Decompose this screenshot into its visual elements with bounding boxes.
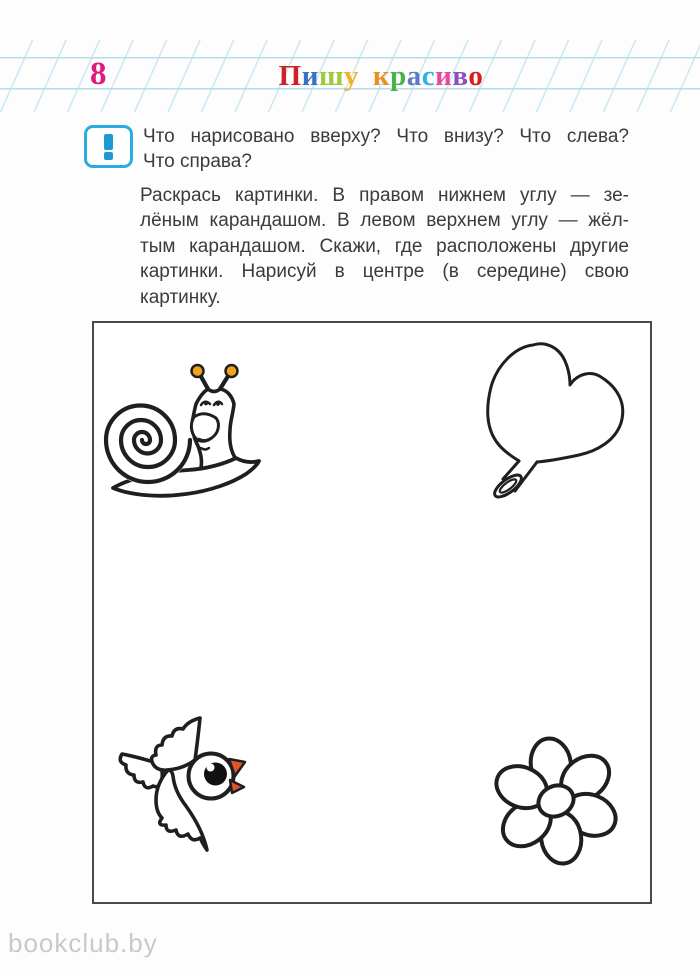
exclamation-dot — [104, 152, 113, 160]
antenna-tip — [226, 365, 238, 377]
title-word: Пишу — [278, 60, 359, 92]
question-line: Что справа? — [143, 151, 252, 172]
instruction-line: лёным карандашом. В левом верхнем углу — жёл- — [140, 210, 629, 232]
bird-beak — [230, 780, 244, 793]
instruction-line: картинку. — [140, 286, 221, 308]
instruction-line: картинки. Нарисуй в центре (в середине) свою — [140, 261, 629, 283]
balloon-drawing — [481, 341, 629, 499]
flower-drawing — [486, 733, 626, 870]
ruled-header-band — [0, 40, 700, 112]
instruction-line: тым карандашом. Скажи, где расположены другие — [140, 235, 629, 257]
exclamation-icon — [84, 125, 133, 168]
snail-drawing — [100, 362, 268, 502]
instruction-line: Раскрась картинки. В правом нижнем углу — зе- — [140, 185, 629, 206]
title-word: красиво — [372, 60, 484, 92]
exclamation-bar — [104, 134, 113, 150]
antenna-tip — [192, 365, 204, 377]
bird-drawing — [116, 712, 248, 856]
question-line: Что нарисовано вверху? Что внизу? Что слева? — [143, 126, 629, 147]
task-question — [143, 124, 629, 174]
watermark: bookclub.by — [8, 928, 158, 958]
task-instruction — [140, 183, 629, 310]
page-title — [0, 61, 700, 91]
page-number: 8 — [90, 56, 107, 92]
